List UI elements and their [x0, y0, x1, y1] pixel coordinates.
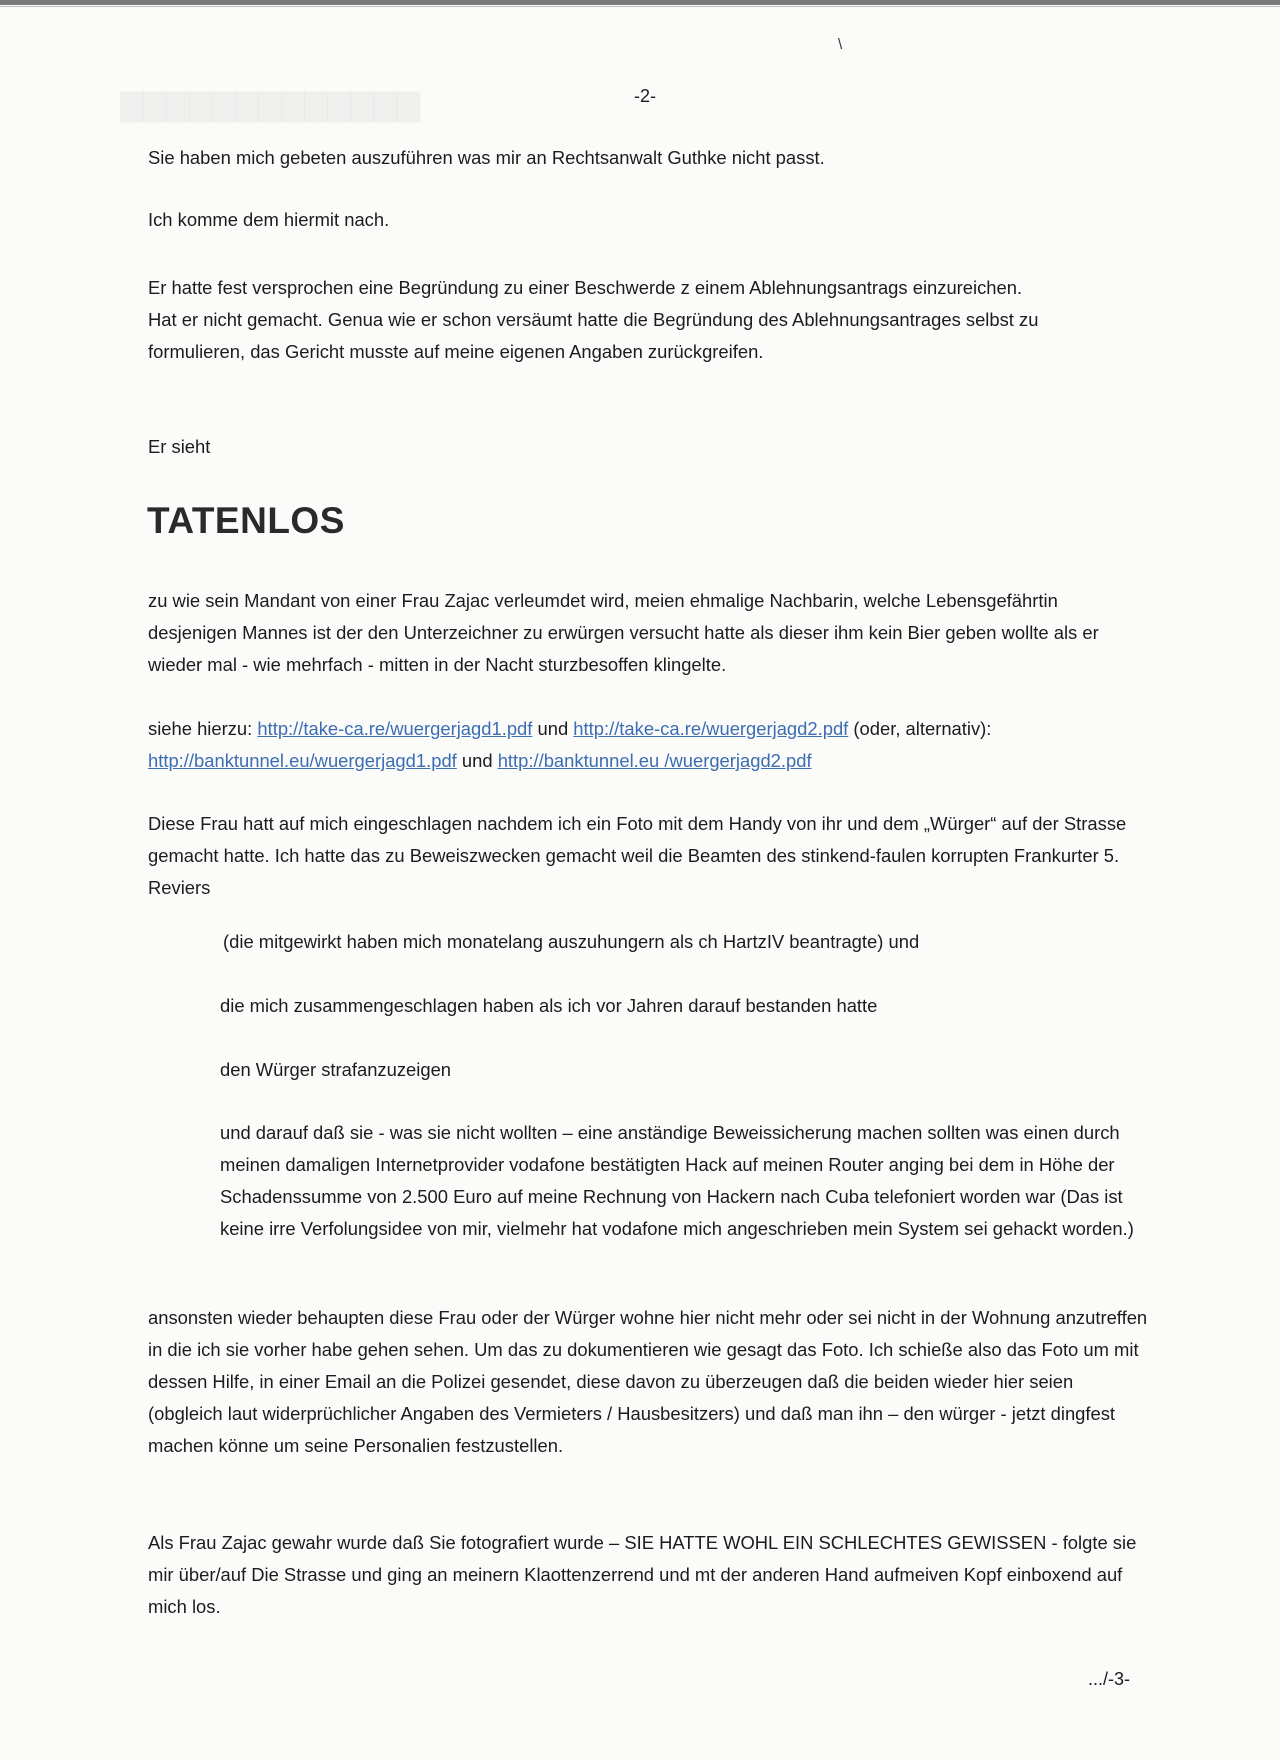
paragraph-er-sieht: Er sieht	[148, 436, 211, 457]
paragraph-comply: Ich komme dem hiermit nach.	[148, 209, 390, 230]
paragraph-vodafone: und darauf daß sie - was sie nicht wollten – eine anständige Beweissicherung machen sollten was einen durch meinen damaligen Internetprovider vodafone bestätigten Hack auf meinen Router anging bei dem in Höhe der Schadenssumme von 2.500 Euro auf meine Rechnung von Hackern nach Cuba telefoniert worden war (Das ist keine irre Verfolungsidee von mir, vielmehr hat vodafone mich angeschrieben mein System sei gehackt worden.)	[220, 1122, 1134, 1239]
scan-mark: \	[838, 36, 843, 53]
paragraph-beaten: die mich zusammengeschlagen haben als ich vor Jahren darauf bestanden hatte	[220, 995, 878, 1016]
scan-top-edge-shadow	[0, 6, 1280, 7]
link-banktunnel-1[interactable]: http://banktunnel.eu/wuergerjagd1.pdf	[148, 750, 457, 771]
emphasis-heading: TATENLOS	[147, 500, 345, 541]
show-through-decoration: ▇▇▇▇▇▇▇▇▇▇▇▇▇	[120, 89, 420, 122]
link-banktunnel-2[interactable]: http://banktunnel.eu /wuergerjagd2.pdf	[497, 750, 812, 771]
paragraph-assault: Diese Frau hatt auf mich eingeschlagen nachdem ich ein Foto mit dem Handy von ihr und dem „Würger“ auf der Strasse gemacht hatte. Ich hatte das zu Beweiszwecken gemacht weil die Beamten des stinkend-faulen korrupten Frankurter 5. Reviers	[148, 813, 1127, 898]
page-number: -2-	[634, 86, 656, 106]
paragraph-justification: Er hatte fest versprochen eine Begründung zu einer Beschwerde z einem Ablehnungsantrags einzureichen. Hat er nicht gemacht. Genua wie er schon versäumt hatte die Begründung des Ablehnungsantrages selbst zu formulieren, das Gericht musste auf meine eigenen Angaben zurückgreifen.	[148, 277, 1039, 362]
links-intro: siehe hierzu:	[148, 718, 258, 739]
paragraph-links	[148, 713, 1078, 777]
scan-top-edge	[0, 0, 1280, 5]
paragraph-defamation: zu wie sein Mandant von einer Frau Zajac verleumdet wird, meien ehmalige Nachbarin, welche Lebensgefährtin desjenigen Mannes ist der den Unterzeichner zu erwürgen versucht hatte als dieser ihm kein Bier geben wollte als er wieder mal - wie mehrfach - mitten in der Nacht sturzbesoffen klingelte.	[148, 590, 1099, 675]
links-and-1: und	[532, 718, 574, 739]
link-take-care-2[interactable]: http://take-ca.re/wuergerjagd2.pdf	[573, 718, 849, 739]
paragraph-hartz: (die mitgewirkt haben mich monatelang auszuhungern als ch HartzIV beantragte) und	[223, 931, 920, 952]
link-take-care-1[interactable]: http://take-ca.re/wuergerjagd1.pdf	[257, 718, 533, 739]
continuation-marker: .../-3-	[1088, 1669, 1131, 1689]
paragraph-attack: Als Frau Zajac gewahr wurde daß Sie fotografiert wurde – SIE HATTE WOHL EIN SCHLECHTES GEWISSEN - folgte sie mir über/auf Die Strasse und ging an meinern Klaottenzerrend und mt der anderen Hand aufmeiven Kopf einboxend auf mich los.	[148, 1532, 1137, 1617]
links-alternative: (oder, alternativ):	[848, 718, 992, 739]
paragraph-report: den Würger strafanzuzeigen	[220, 1059, 452, 1080]
links-and-2: und	[456, 750, 498, 771]
paragraph-photo: ansonsten wieder behaupten diese Frau oder der Würger wohne hier nicht mehr oder sei nicht in der Wohnung anzutreffen in die ich sie vorher habe gehen sehen. Um das zu dokumentieren wie gesagt das Foto. Ich schieße also das Foto um mit dessen Hilfe, in einer Email an die Polizei gesendet, diese davon zu überzeugen daß die beiden wieder hier seien (obgleich laut widerprüchlicher Angaben des Vermieters / Hausbesitzers) und daß man ihn – den würger - jetzt dingfest machen könne um seine Personalien festzustellen.	[148, 1307, 1148, 1456]
paragraph-request: Sie haben mich gebeten auszuführen was mir an Rechtsanwalt Guthke nicht passt.	[148, 147, 825, 168]
